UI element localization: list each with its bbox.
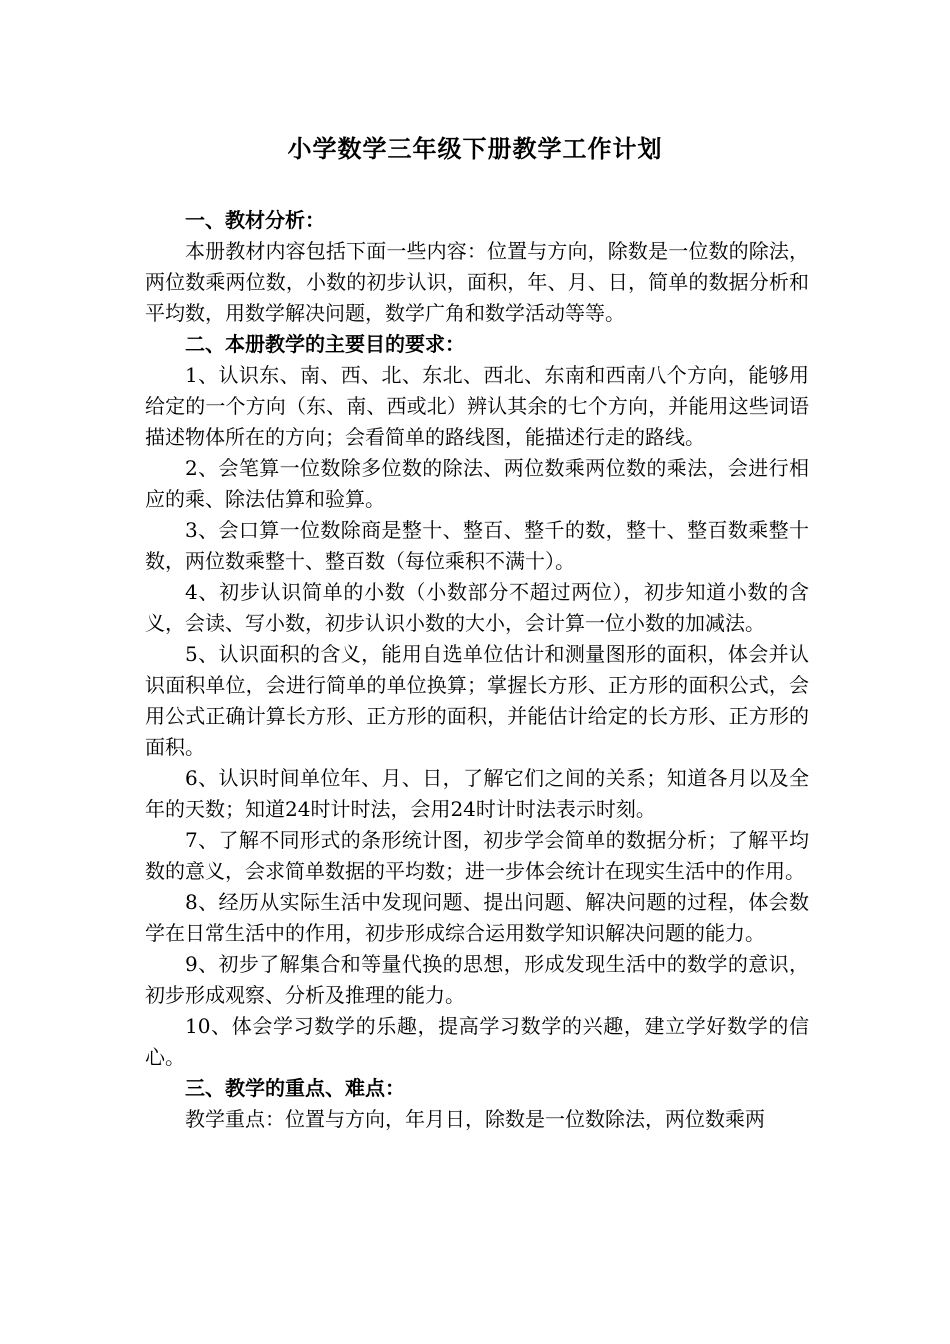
paragraph-materials: 本册教材内容包括下面一些内容：位置与方向，除数是一位数的除法，两位数乘两位数，小数的初步认识，面积，年、月、日，简单的数据分析和平均数，用数学解决问题，数学广角和数学活动等等。 <box>145 239 809 325</box>
goal-item-1: 1、认识东、南、西、北、东北、西北、东南和西南八个方向，能够用给定的一个方向（东、南、西或北）辨认其余的七个方向，并能用这些词语描述物体所在的方向；会看简单的路线图，能描述行走的路线。 <box>145 363 809 449</box>
goal-item-9: 9、初步了解集合和等量代换的思想，形成发现生活中的数学的意识，初步形成观察、分析及推理的能力。 <box>145 952 809 1007</box>
document-body <box>145 205 809 1135</box>
section-heading-goals: 二、本册教学的主要目的要求： <box>185 332 465 356</box>
goal-item-4: 4、初步认识简单的小数（小数部分不超过两位），初步知道小数的含义，会读、写小数，初步认识小数的大小，会计算一位小数的加减法。 <box>145 580 809 635</box>
goal-item-7: 7、了解不同形式的条形统计图，初步学会简单的数据分析；了解平均数的意义，会求简单数据的平均数；进一步体会统计在现实生活中的作用。 <box>145 828 809 883</box>
section-heading-key-points: 三、教学的重点、难点： <box>185 1076 405 1100</box>
paragraph-key-points: 教学重点：位置与方向，年月日，除数是一位数除法，两位数乘两 <box>185 1107 765 1131</box>
document-title: 小学数学三年级下册教学工作计划 <box>287 134 663 163</box>
goal-item-3: 3、会口算一位数除商是整十、整百、整千的数，整十、整百数乘整十数，两位数乘整十、整百数（每位乘积不满十）。 <box>145 518 809 573</box>
section-heading-materials: 一、教材分析： <box>185 208 325 232</box>
goal-item-8: 8、经历从实际生活中发现问题、提出问题、解决问题的过程，体会数学在日常生活中的作用，初步形成综合运用数学知识解决问题的能力。 <box>145 890 809 945</box>
goal-item-5: 5、认识面积的含义，能用自选单位估计和测量图形的面积，体会并认识面积单位，会进行简单的单位换算；掌握长方形、正方形的面积公式，会用公式正确计算长方形、正方形的面积，并能估计给定的长方形、正方形的面积。 <box>145 642 809 759</box>
goal-item-10: 10、体会学习数学的乐趣，提高学习数学的兴趣，建立学好数学的信心。 <box>145 1014 809 1069</box>
goal-item-6: 6、认识时间单位年、月、日，了解它们之间的关系；知道各月以及全年的天数；知道24时计时法，会用24时计时法表示时刻。 <box>145 766 809 821</box>
goal-item-2: 2、会笔算一位数除多位数的除法、两位数乘两位数的乘法，会进行相应的乘、除法估算和验算。 <box>145 456 809 511</box>
